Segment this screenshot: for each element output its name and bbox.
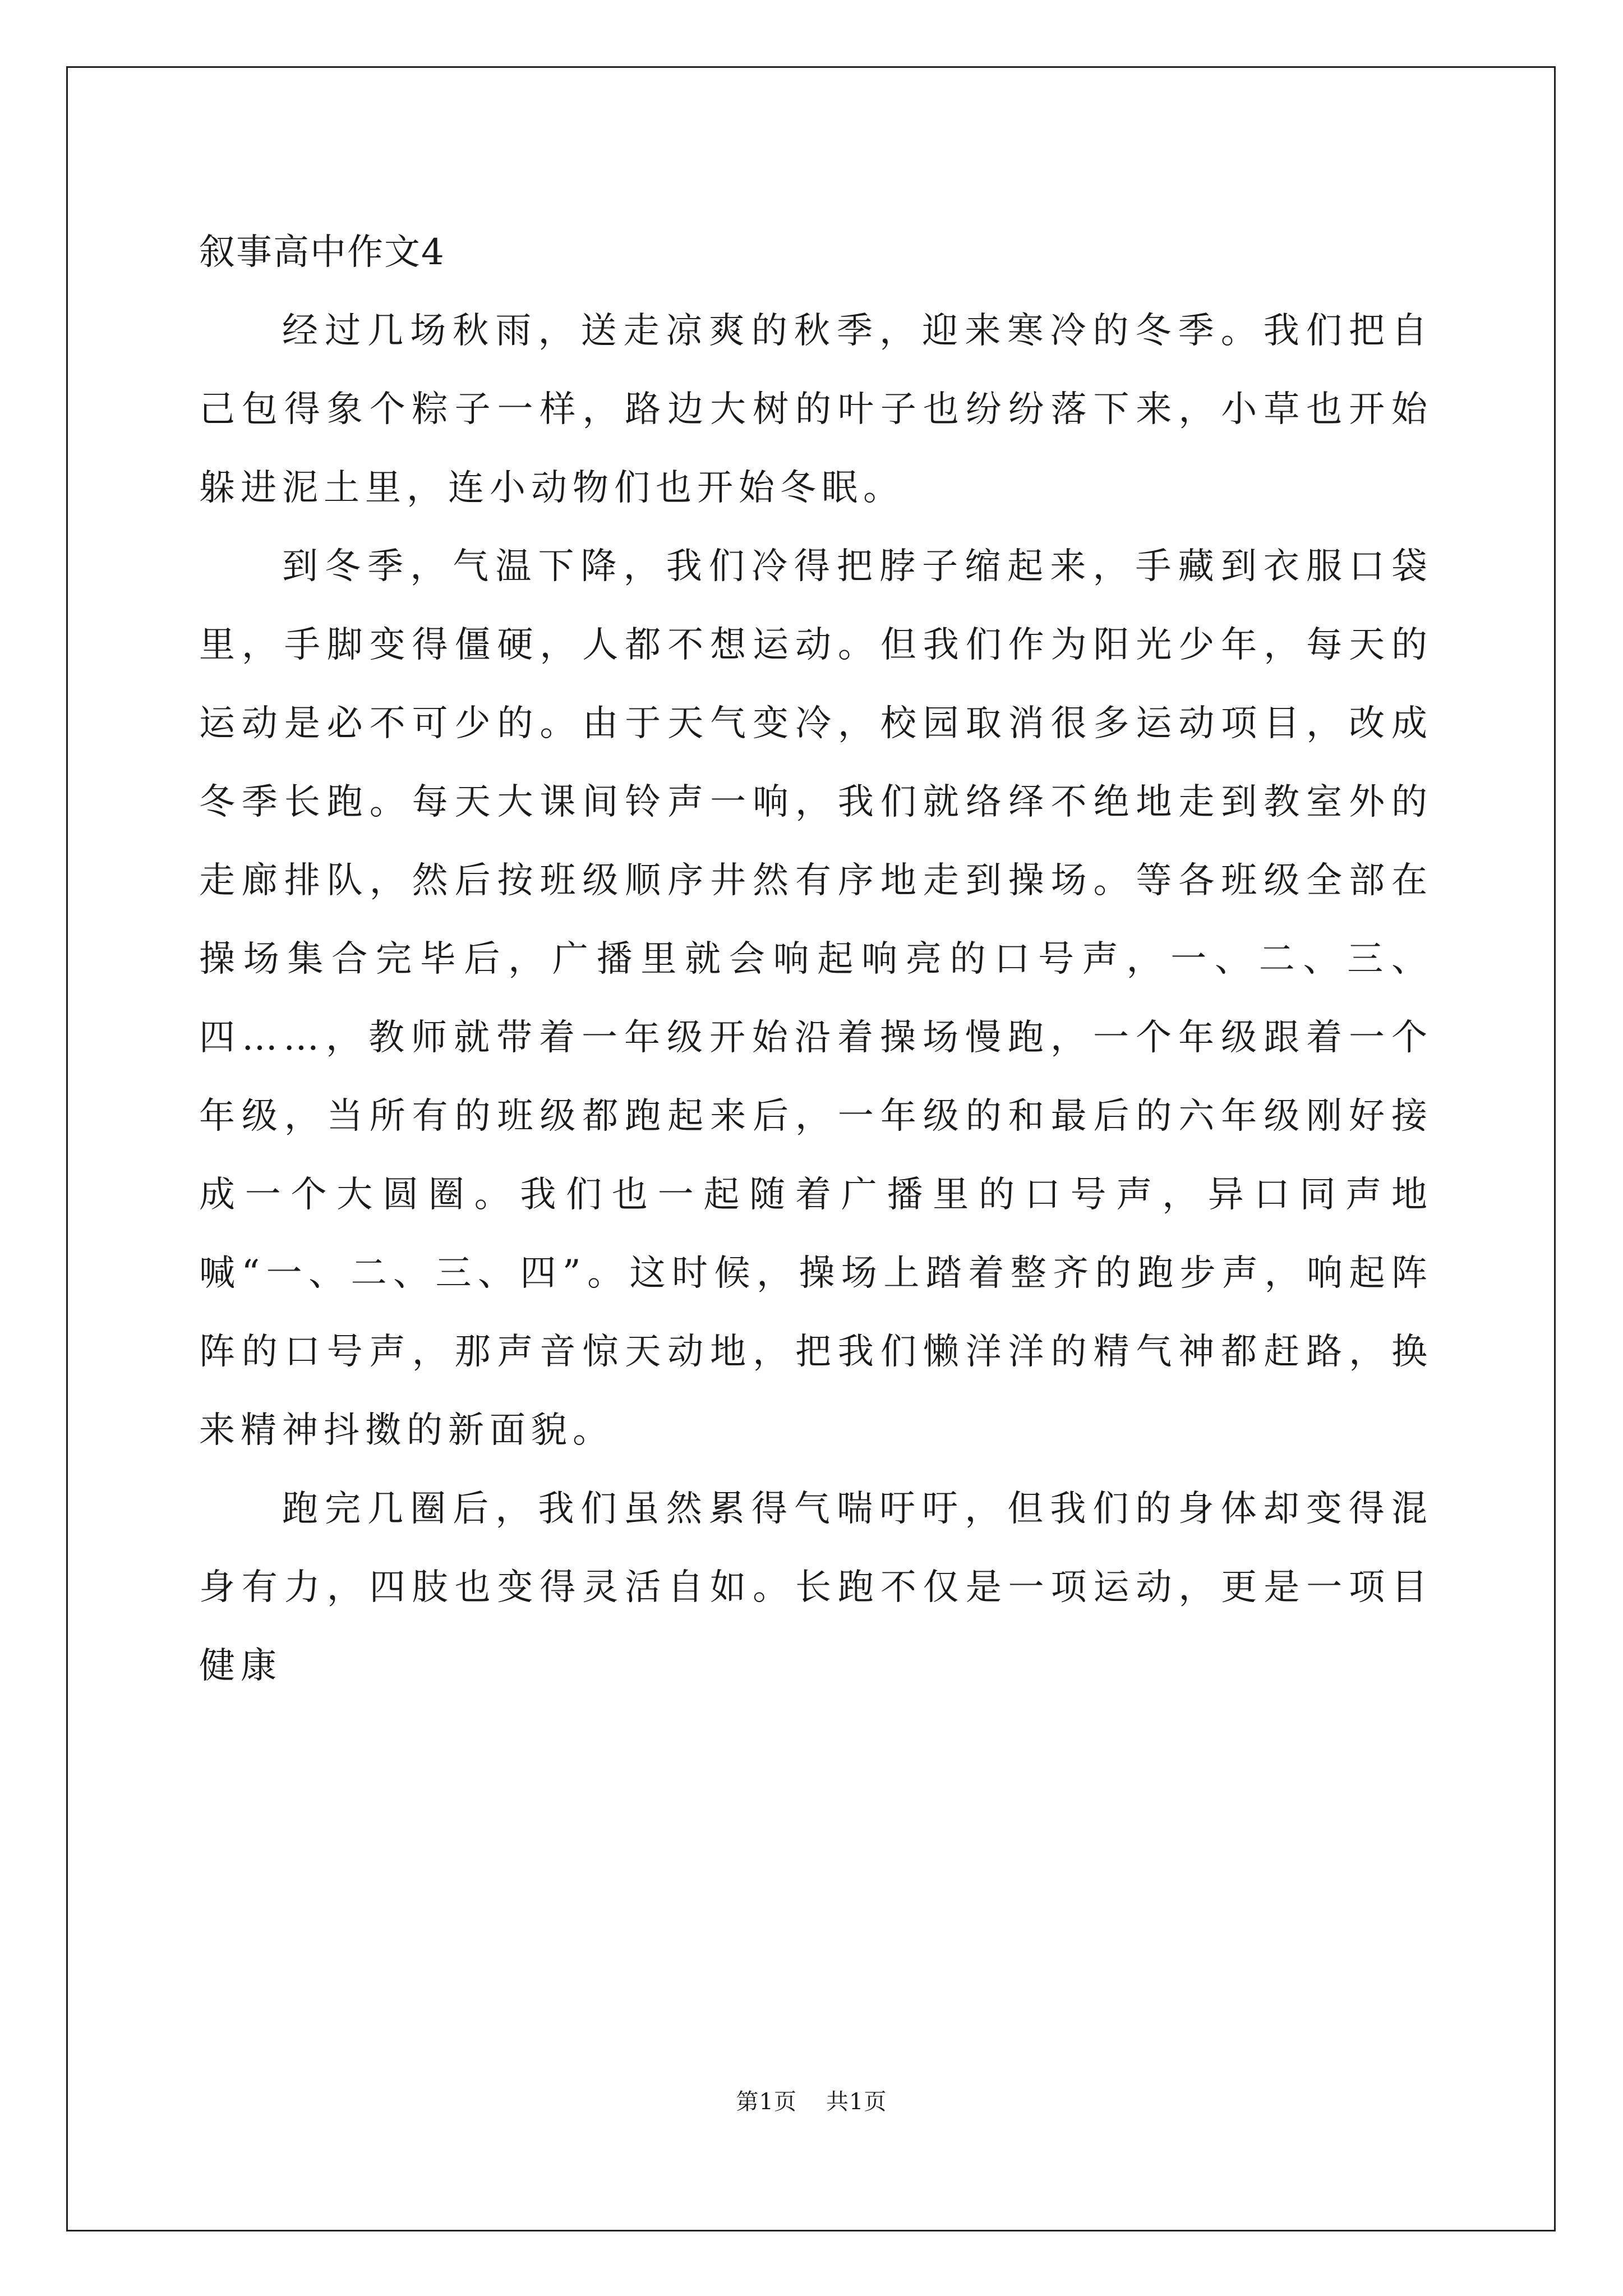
page-number: 第1页 bbox=[736, 2089, 797, 2115]
paragraph-2: 到冬季，气温下降，我们冷得把脖子缩起来，手藏到衣服口袋里，手脚变得僵硬，人都不想运动。但我们作为阳光少年，每天的运动是必不可少的。由于天气变冷，校园取消很多运动项目，改成冬季长跑。每天大课间铃声一响，我们就络绎不绝地走到教室外的走廊排队，然后按班级顺序井然有序地走到操场。等各班级全部在操场集合完毕后，广播里就会响起响亮的口号声，一、二、三、四……，教师就带着一年级开始沿着操场慢跑，一个年级跟着一个年级，当所有的班级都跑起来后，一年级的和最后的六年级刚好接成一个大圆圈。我们也一起随着广播里的口号声，异口同声地喊“一、二、三、四”。这时候，操场上踏着整齐的跑步声，响起阵阵的口号声，那声音惊天动地，把我们懒洋洋的精气神都赶路，换来精神抖擞的新面貌。 bbox=[199, 546, 1433, 1451]
paragraph-3: 跑完几圈后，我们虽然累得气喘吁吁，但我们的身体却变得混身有力，四肢也变得灵活自如。长跑不仅是一项运动，更是一项目健康 bbox=[199, 1488, 1433, 1687]
document-title: 叙事高中作文4 bbox=[199, 232, 445, 273]
page-total: 共1页 bbox=[826, 2089, 887, 2115]
page-footer bbox=[0, 2085, 1623, 2119]
paragraph-1: 经过几场秋雨，送走凉爽的秋季，迎来寒冷的冬季。我们把自己包得象个粽子一样，路边大树的叶子也纷纷落下来，小草也开始躲进泥土里，连小动物们也开始冬眠。 bbox=[199, 310, 1433, 509]
document-body bbox=[199, 213, 1433, 1705]
